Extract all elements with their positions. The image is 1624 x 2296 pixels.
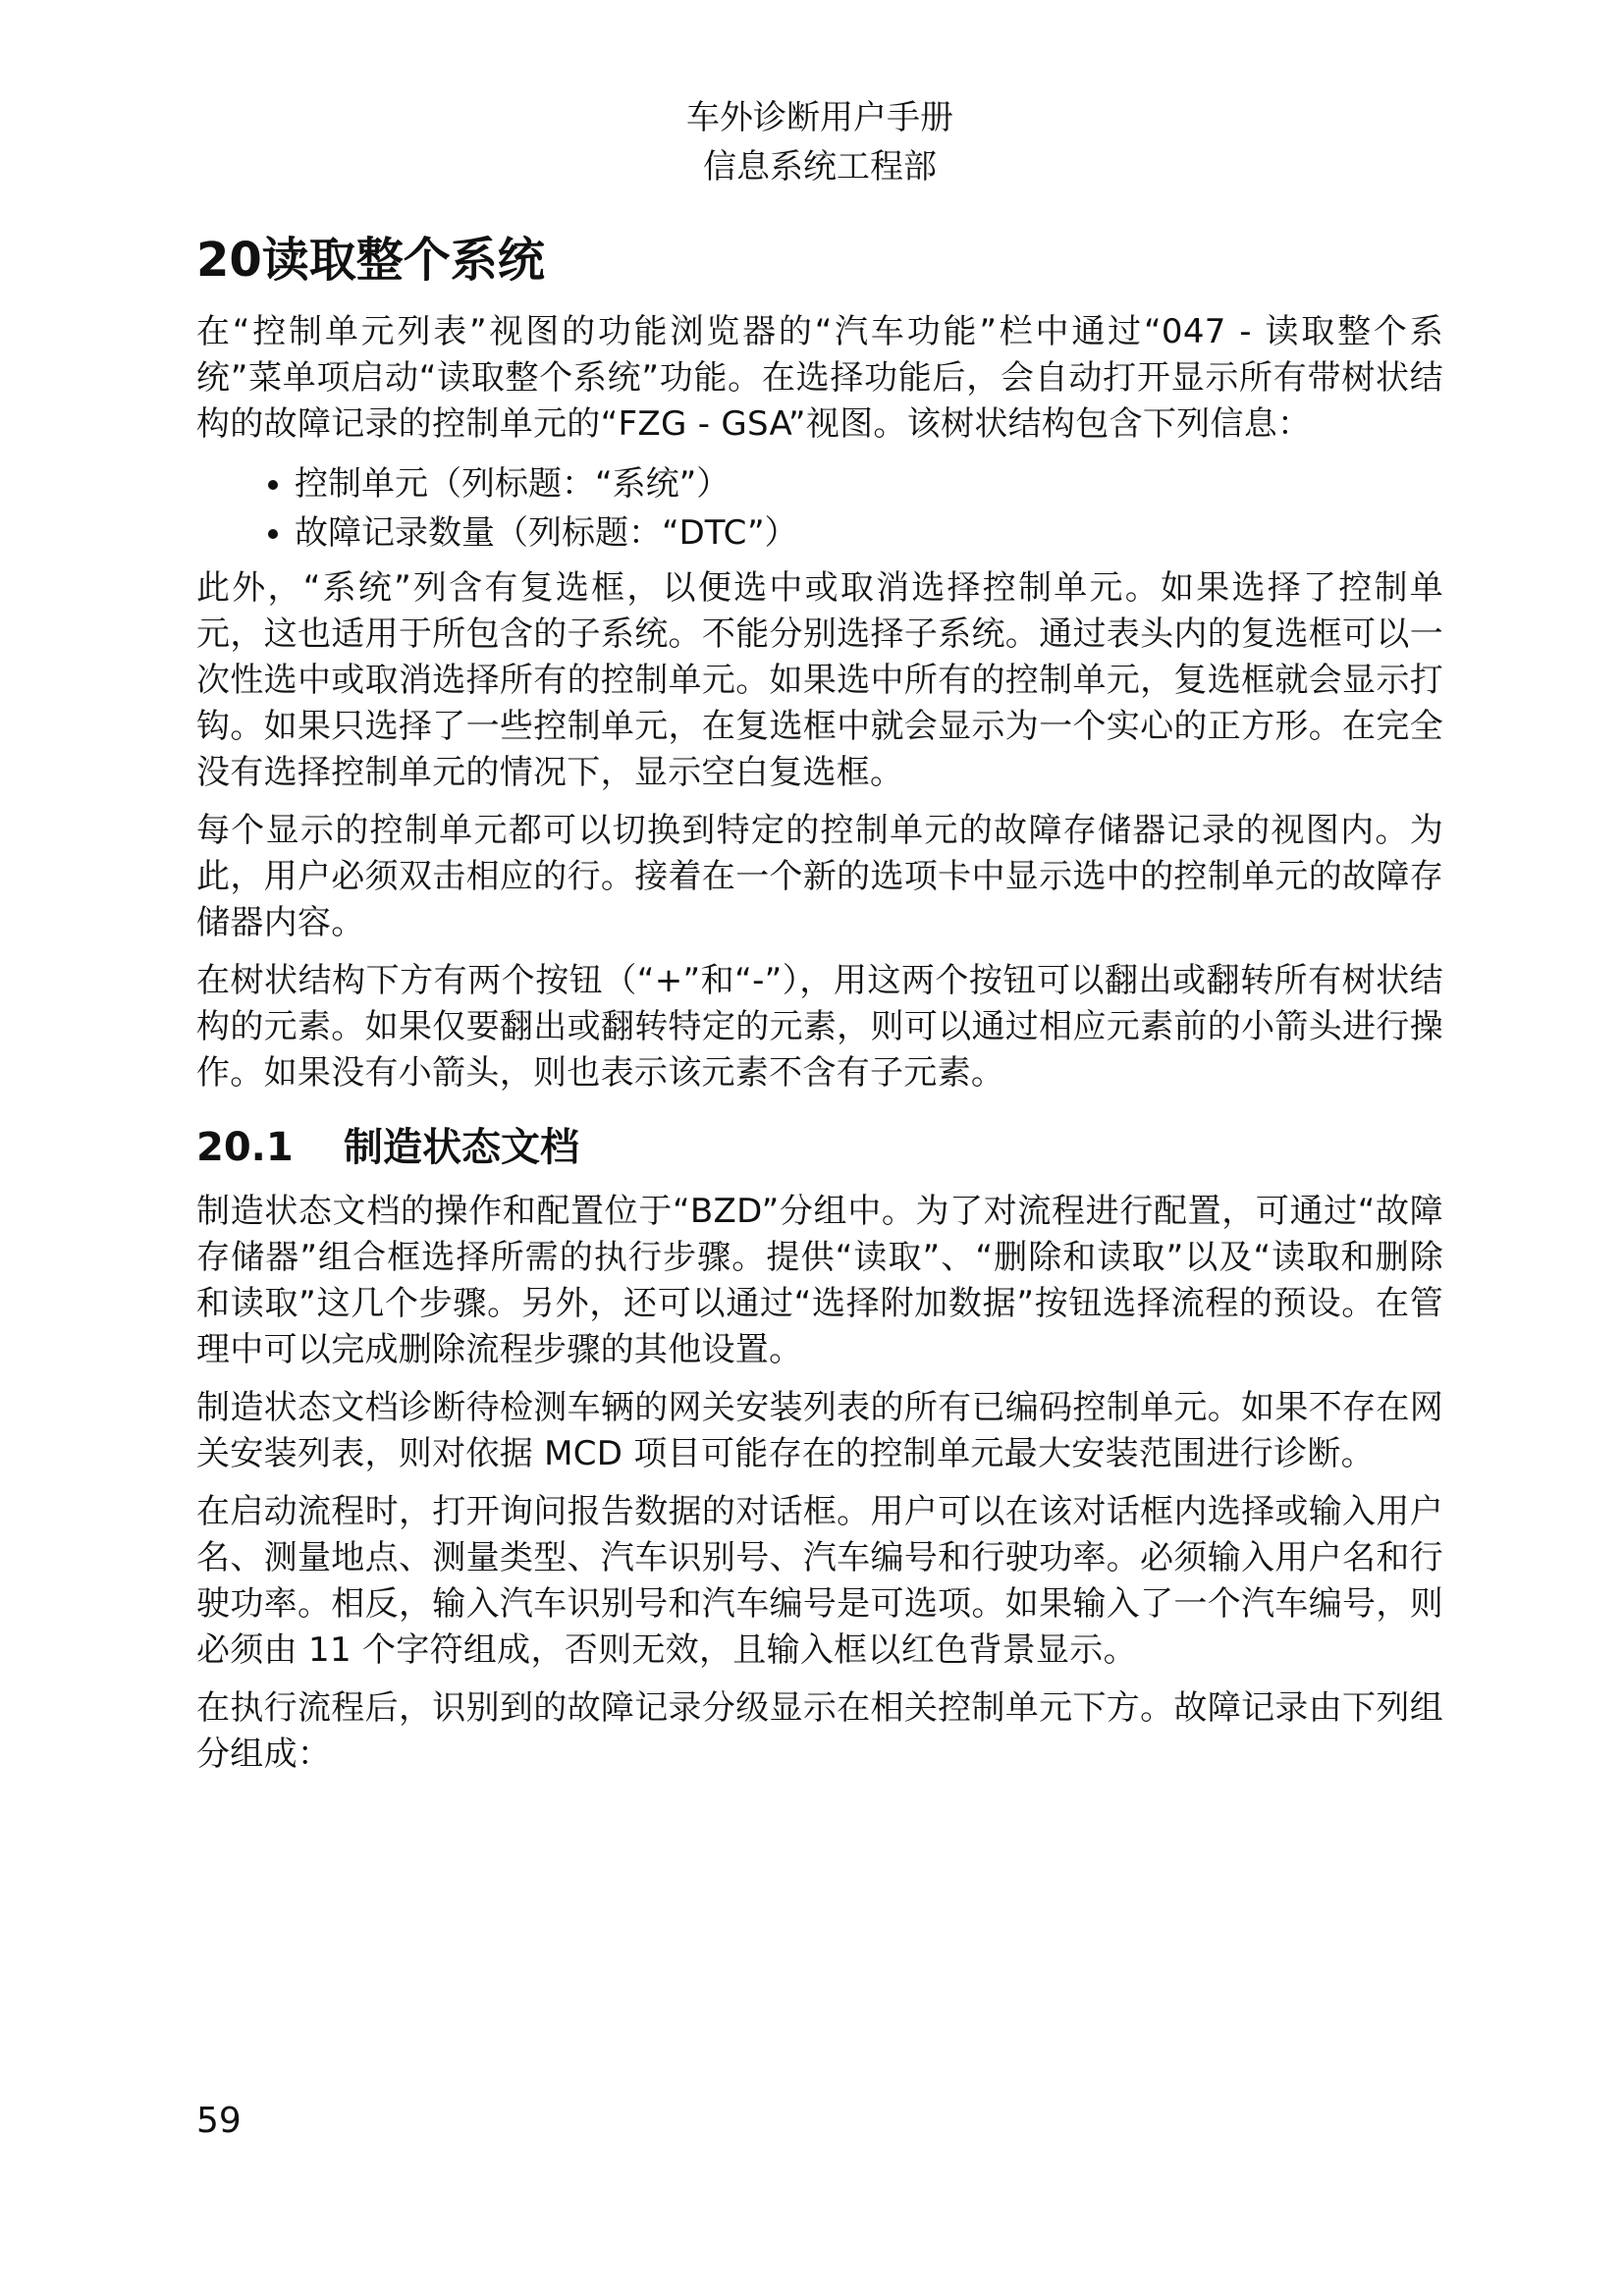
document-page [196,93,1443,1789]
section-20-title: 20读取整个系统 [196,233,545,288]
section-20-1-paragraph-2: 制造状态文档诊断待检测车辆的网关安装列表的所有已编码控制单元。如果不存在网关安装列表，则对依据 MCD 项目可能存在的控制单元最大安装范围进行诊断。 [196,1388,1443,1473]
section-20-1-number: 20.1 [196,1125,294,1170]
info-bullet-list [196,459,1443,558]
bullet-item-dtc-count: • 故障记录数量（列标题：“DTC”） [295,508,1443,558]
section-20-1-title: 制造状态文档 [344,1125,579,1170]
section-20-paragraph-1: 在“控制单元列表”视图的功能浏览器的“汽车功能”栏中通过“047 - 读取整个系统”菜单项启动“读取整个系统”功能。在选择功能后，会自动打开显示所有带树状结构的故障记录的控制单元的“FZG - GSA”视图。该树状结构包含下列信息： [196,312,1443,444]
header-department: 信息系统工程部 [703,147,937,187]
section-20-1-paragraph-3: 在启动流程时，打开询问报告数据的对话框。用户可以在该对话框内选择或输入用户名、测量地点、测量类型、汽车识别号、汽车编号和行驶功率。必须输入用户名和行驶功率。相反，输入汽车识别号和汽车编号是可选项。如果输入了一个汽车编号，则必须由 11 个字符组成，否则无效，且输入框以红色背景显示。 [196,1492,1443,1670]
section-20-paragraph-3: 每个显示的控制单元都可以切换到特定的控制单元的故障存储器记录的视图内。为此，用户必须双击相应的行。接着在一个新的选项卡中显示选中的控制单元的故障存储器内容。 [196,811,1443,942]
section-20-paragraph-4: 在树状结构下方有两个按钮（“+”和“-”），用这两个按钮可以翻出或翻转所有树状结构的元素。如果仅要翻出或翻转特定的元素，则可以通过相应元素前的小箭头进行操作。如果没有小箭头，则也表示该元素不含有子元素。 [196,961,1443,1093]
bullet-item-control-unit: • 控制单元（列标题：“系统”） [295,459,1443,508]
section-20-1-paragraph-4: 在执行流程后，识别到的故障记录分级显示在相关控制单元下方。故障记录由下列组分组成： [196,1688,1443,1774]
header-title: 车外诊断用户手册 [686,98,953,137]
section-20-1-heading [196,1120,1443,1175]
page-number: 59 [196,2101,242,2141]
section-20-1-paragraph-1: 制造状态文档的操作和配置位于“BZD”分组中。为了对流程进行配置，可通过“故障存储器”组合框选择所需的执行步骤。提供“读取”、“删除和读取”以及“读取和删除和读取”这几个步骤。另外，还可以通过“选择附加数据”按钮选择流程的预设。在管理中可以完成删除流程步骤的其他设置。 [196,1192,1443,1369]
section-20-paragraph-2: 此外，“系统”列含有复选框，以便选中或取消选择控制单元。如果选择了控制单元，这也适用于所包含的子系统。不能分别选择子系统。通过表头内的复选框可以一次性选中或取消选择所有的控制单元。如果选中所有的控制单元，复选框就会显示打钩。如果只选择了一些控制单元，在复选框中就会显示为一个实心的正方形。在完全没有选择控制单元的情况下，显示空白复选框。 [196,568,1443,792]
page-header [196,93,1443,191]
